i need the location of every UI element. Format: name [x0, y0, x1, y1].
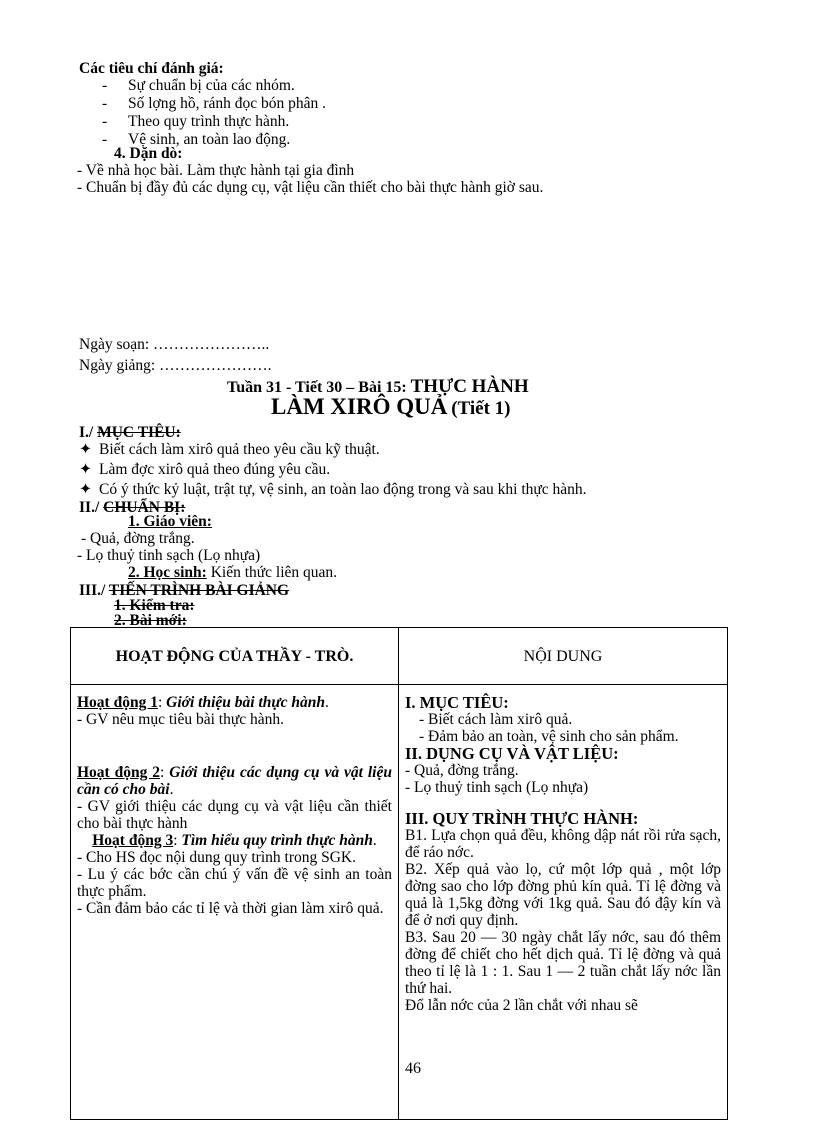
list-item: ✦ Có ý thức kỷ luật, trật tự, vệ sinh, an toàn lao động trong và sau khi thực hành.	[79, 481, 587, 498]
activity-1-text: - GV nêu mục tiêu bài thực hành.	[77, 711, 284, 728]
content-section-1: I. MỤC TIÊU:	[405, 693, 509, 712]
column-header-activities: HOẠT ĐỘNG CỦA THẦY - TRÒ.	[71, 628, 399, 685]
homework-line: - Về nhà học bài. Làm thực hành tại gia đình	[77, 162, 355, 179]
homework-line: - Chuẩn bị đầy đủ các dụng cụ, vật liệu cần thiết cho bài thực hành giờ sau.	[77, 179, 544, 196]
process-heading: III./ TIẾN TRÌNH BÀI GIẢNG	[79, 582, 290, 599]
activity-3-text: - Cần đảm bảo các tỉ lệ và thời gian làm xirô quả.	[77, 900, 384, 917]
lesson-title-line2: LÀM XIRÔ QUẢ (Tiết 1)	[271, 394, 511, 419]
objectives-list	[79, 441, 587, 499]
list-item: - Vệ sinh, an toàn lao động.	[102, 131, 291, 148]
new-lesson-heading: 2. Bài mới:	[114, 612, 187, 629]
activity-1: Hoạt động 1: Giới thiệu bài thực hành.	[77, 694, 329, 711]
teacher-item: - Quả, đờng trắng.	[81, 530, 195, 547]
activity-3-text: - Lu ý các bớc cần chú ý vấn đề vệ sinh an toàn thực phẩm.	[77, 866, 392, 900]
prep-date: Ngày soạn: …………………..	[79, 336, 270, 353]
homework-heading: 4. Dặn dò:	[114, 145, 183, 162]
content-cell	[399, 685, 728, 1120]
criteria-list	[79, 77, 326, 149]
activity-2: Hoạt động 2: Giới thiệu các dụng cụ và vật liệu cần có cho bài.	[77, 764, 392, 798]
student-line: 2. Học sinh: Kiến thức liên quan.	[128, 564, 338, 581]
prep-heading: II./ CHUẨN BỊ:	[79, 499, 186, 516]
list-item: - Số lợng hồ, ránh đọc bón phân .	[102, 95, 327, 112]
content-item: B3. Sau 20 — 30 ngày chắt lấy nớc, sau đó thêm đờng để chiết cho hết dịch quả. Tỉ lệ đờng và quả theo tỉ lệ là 1 : 1. Sau 1 — 2 tuần chắt lấy nớc lần thứ hai.	[405, 929, 721, 997]
content-item: B1. Lựa chọn quả đều, không dập nát rồi rửa sạch, để ráo nớc.	[405, 827, 721, 861]
content-item: - Đảm bảo an toàn, vệ sinh cho sản phẩm.	[419, 728, 679, 745]
list-item: ✦ Làm đợc xirô quả theo đúng yêu cầu.	[79, 461, 331, 478]
content-item: Đổ lẫn nớc của 2 lần chắt với nhau sẽ	[405, 997, 638, 1014]
teach-date: Ngày giảng: ………………….	[79, 357, 272, 374]
page-number: 46	[405, 1060, 421, 1077]
criteria-heading: Các tiêu chí đánh giá:	[79, 60, 224, 77]
lesson-table	[70, 627, 728, 1120]
column-header-content: NỘI DUNG	[399, 628, 728, 685]
list-item: - Theo quy trình thực hành.	[102, 113, 290, 130]
content-item: - Lọ thuỷ tinh sạch (Lọ nhựa)	[405, 779, 589, 796]
check-heading: 1. Kiểm tra:	[114, 597, 195, 614]
list-item: - Sự chuẩn bị của các nhóm.	[102, 77, 295, 94]
content-section-3: III. QUY TRÌNH THỰC HÀNH:	[405, 809, 639, 828]
teacher-item: - Lọ thuỷ tinh sạch (Lọ nhựa)	[77, 547, 261, 564]
activity-3-text: - Cho HS đọc nội dung quy trình trong SGK.	[77, 849, 356, 866]
lesson-title-line1: Tuần 31 - Tiết 30 – Bài 15: THỰC HÀNH	[227, 376, 529, 397]
content-item: - Quả, đờng trắng.	[405, 762, 519, 779]
activities-cell	[71, 685, 399, 1120]
activity-2-text: - GV giới thiệu các dụng cụ và vật liệu cần thiết cho bài thực hành	[77, 798, 392, 832]
teacher-heading: 1. Giáo viên:	[128, 513, 212, 530]
content-section-2: II. DỤNG CỤ VÀ VẬT LIỆU:	[405, 744, 619, 763]
list-item: ✦ Biết cách làm xirô quả theo yêu cầu kỹ thuật.	[79, 441, 380, 458]
content-item: B2. Xếp quả vào lọ, cứ một lớp quả , một lớp đờng sao cho lớp đờng phủ kín quả. Tỉ lệ đờng và quả là 1,5kg đờng với 1kg quả. Sau đó đậy kín và để ở nơi quy định.	[405, 861, 721, 929]
content-item: - Biết cách làm xirô quả.	[419, 711, 573, 728]
objectives-heading: I./ MỤC TIÊU:	[79, 424, 181, 441]
activity-3: Hoạt động 3: Tìm hiểu quy trình thực hành.	[92, 832, 377, 849]
